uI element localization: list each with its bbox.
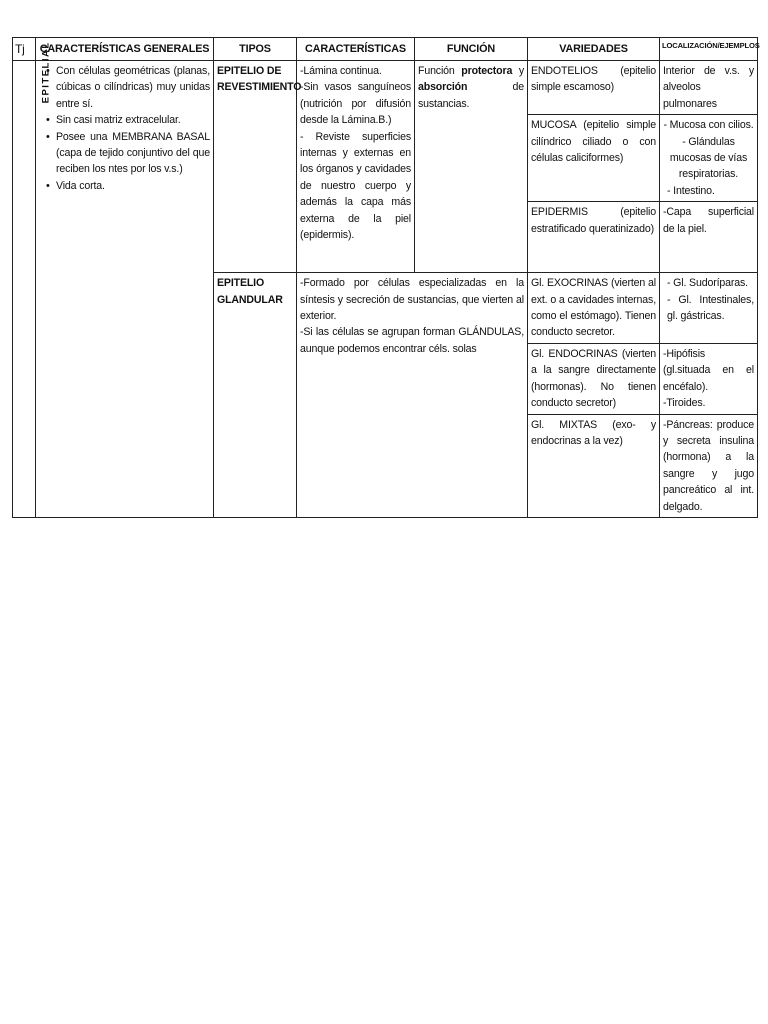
- variedad-endocrinas: Gl. ENDOCRINAS (vierten a la sangre directamente (hormonas). No tienen conducto secretor): [528, 343, 660, 414]
- tissue-label: EPITELIAL: [40, 41, 52, 104]
- variedad-exocrinas: Gl. EXOCRINAS (vierten al ext. o a cavidades internas, como el estómago). Tienen conducto secretor.: [528, 273, 660, 344]
- variedad-mucosa: MUCOSA (epitelio simple cilíndrico ciliado o con células caliciformes): [528, 115, 660, 202]
- funcion-text: de sustancias.: [418, 81, 524, 110]
- header-tj: Tj: [13, 38, 36, 61]
- variedad-mixtas: Gl. MIXTAS (exo- y endocrinas a la vez): [528, 414, 660, 517]
- ejemplo-mucosa: - Mucosa con cilios.: [663, 119, 754, 132]
- ejemplo-endocrinas-cell: [660, 343, 758, 414]
- header-row: [13, 38, 758, 61]
- list-item: • Sin casi matriz extracelular.: [47, 112, 210, 128]
- ejemplo-mixtas: -Páncreas: produce y secreta insulina (hormona) a la sangre y jugo pancreático al int. delgado.: [660, 414, 758, 517]
- revestimiento-characteristic: - Reviste superficies internas y externas en los órganos y cavidades de nuestro cuerpo y además la capa más externa de la piel (epidermis).: [300, 130, 411, 242]
- ejemplo-exocrinas: - Gl. Intestinales, gl. gástricas.: [667, 293, 754, 323]
- general-characteristics-list: [39, 63, 210, 194]
- header-funcion: FUNCIÓN: [415, 38, 528, 61]
- variedad-endotelios: ENDOTELIOS (epitelio simple escamoso): [528, 61, 660, 115]
- histology-table: [12, 37, 758, 518]
- variedad-epidermis: EPIDERMIS (epitelio estratificado queratinizado): [528, 202, 660, 273]
- header-caracteristicas-generales: CARACTERÍSTICAS GENERALES: [36, 38, 214, 61]
- glandular-characteristic: -Si las células se agrupan forman GLÁNDULAS, aunque podemos encontrar céls. solas: [300, 326, 524, 355]
- ejemplo-endocrinas: -Tiroides.: [663, 397, 706, 410]
- revestimiento-characteristic: -Sin vasos sanguíneos (nutrición por difusión desde la Lámina.B.): [300, 81, 411, 127]
- list-item: • Posee una MEMBRANA BASAL (capa de tejido conjuntivo del que reciben los ntes por los v.s.): [47, 129, 210, 178]
- list-item: • Vida corta.: [47, 178, 210, 194]
- general-characteristics-cell: [36, 61, 214, 518]
- glandular-characteristics-cell: [297, 273, 528, 518]
- funcion-absorcion: absorción: [418, 81, 468, 94]
- list-item: • Con células geométricas (planas, cúbicas o cilíndricas) muy unidas entre sí.: [47, 63, 210, 112]
- header-caracteristicas: CARACTERÍSTICAS: [297, 38, 415, 61]
- header-tipos: TIPOS: [214, 38, 297, 61]
- table-row: [13, 61, 758, 115]
- ejemplo-exocrinas: - Gl. Sudoríparas.: [667, 277, 748, 290]
- tipo-revestimiento: EPITELIO DE REVESTIMIENTO: [214, 61, 297, 273]
- ejemplo-exocrinas-cell: [660, 273, 758, 344]
- funcion-text: y: [512, 65, 524, 77]
- revestimiento-funcion-cell: [415, 61, 528, 273]
- ejemplo-endocrinas: -Hipófisis (gl.situada en el encéfalo).: [663, 347, 754, 393]
- header-variedades: VARIEDADES: [528, 38, 660, 61]
- glandular-characteristic: -Formado por células especializadas en la síntesis y secreción de sustancias, que vierten al exterior.: [300, 277, 524, 323]
- tipo-glandular: EPITELIO GLANDULAR: [214, 273, 297, 518]
- ejemplo-mucosa: - Glándulas mucosas de vías respiratorias.: [669, 135, 748, 181]
- ejemplo-epidermis: -Capa superficial de la piel.: [660, 202, 758, 273]
- revestimiento-characteristic: -Lámina continua.: [300, 65, 382, 77]
- header-localizacion: LOCALIZACIÓN/EJEMPLOS: [660, 38, 758, 61]
- funcion-protectora: protectora: [461, 65, 513, 77]
- ejemplo-mucosa-cell: [660, 115, 758, 202]
- ejemplo-mucosa: - Intestino.: [667, 184, 715, 197]
- funcion-text: Función: [418, 65, 462, 77]
- ejemplo-endotelios: Interior de v.s. y alveolos pulmonares: [660, 61, 758, 115]
- revestimiento-characteristics-cell: [297, 61, 415, 273]
